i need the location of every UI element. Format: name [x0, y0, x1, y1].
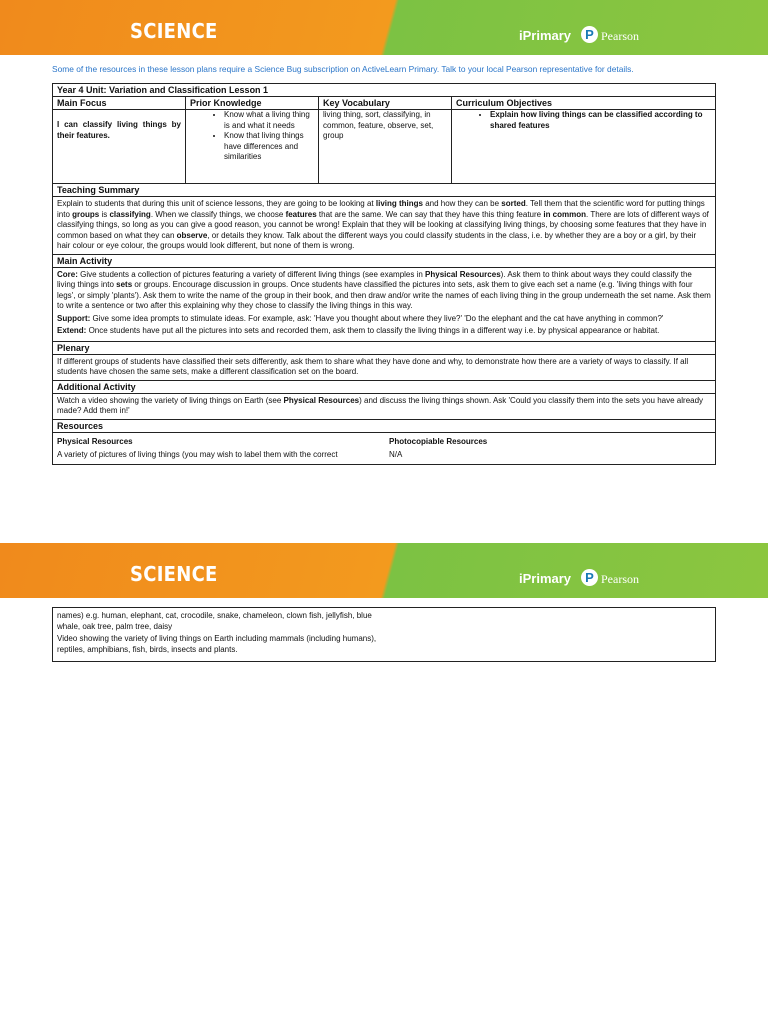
- pearson-logo-icon: P: [581, 26, 598, 43]
- text-run: . Tell them that the scientific word for putting things into: [57, 199, 705, 219]
- science-logo: SCIENCE: [130, 19, 218, 43]
- pearson-wordmark: Pearson: [601, 572, 639, 586]
- keyword: observe: [176, 230, 208, 240]
- science-logo: SCIENCE: [130, 562, 218, 586]
- text-run: that are the same. We can say that they have this thing feature: [316, 209, 544, 219]
- text-run: ). Ask them to think about ways they could classify the living things into: [57, 269, 692, 289]
- lesson-title: Year 4 Unit: Variation and Classification Lesson 1: [53, 84, 715, 97]
- keyword: in common: [543, 209, 587, 219]
- photocopiable-resources-label: Photocopiable Resources: [389, 436, 488, 446]
- physical-resources-continued: names) e.g. human, elephant, cat, crocodile, snake, chameleon, clown fish, jellyfish, blue whale, oak tree, palm tree, daisy: [57, 611, 372, 631]
- iprimary-logo: iPrimary: [519, 28, 572, 43]
- keyword: groups: [72, 209, 100, 219]
- lesson-overview-row: [53, 110, 715, 184]
- text-run: Once students have put all the pictures into sets and recorded them, ask them to classify the living things in a different way i.e. by physical appearance or habitat.: [86, 326, 660, 335]
- resources-cell: [53, 433, 715, 465]
- resources-continuation-table: [52, 607, 716, 662]
- key-vocabulary-header: Key Vocabulary: [319, 97, 452, 109]
- text-run: Explain to students that during this unit of science lessons, they are going to be looking at: [57, 199, 376, 208]
- prior-knowledge-list: [190, 110, 314, 163]
- text-run: ) and discuss the living things shown. Ask 'Could you classify them into the sets you have already made? Add them in!': [57, 395, 704, 415]
- text-run: . When we classify things, we choose: [150, 209, 286, 219]
- prior-knowledge-item: • Know that living things have differences and similarities: [224, 131, 314, 163]
- text-run: Give some idea prompts to stimulate ideas. For example, ask: 'Have you thought about where they live?' 'Do the elephant and the cat have anything in common?': [90, 313, 664, 323]
- core-label: Core:: [57, 269, 78, 279]
- main-activity-heading: Main Activity: [53, 255, 715, 268]
- lesson-plan-table: [52, 83, 716, 465]
- text-run: . There are lots of different ways of classifying things, so long as you can give a good reason, you cannot be wrong! Explain that they will be looking at classifying living things, by choosing some features that they have in common based on what they can: [57, 209, 709, 240]
- teaching-summary-heading: Teaching Summary: [53, 184, 715, 197]
- pearson-wordmark: Pearson: [601, 29, 639, 43]
- main-focus-header: Main Focus: [53, 97, 186, 109]
- text-run: Give students a collection of pictures featuring a variety of different living things (see examples in: [77, 269, 426, 279]
- prior-knowledge-header: Prior Knowledge: [186, 97, 319, 109]
- physical-resources-text: A variety of pictures of living things (you may wish to label them with the correct: [57, 449, 338, 459]
- keyword: sets: [116, 280, 133, 289]
- support-label: Support:: [57, 313, 91, 323]
- teaching-summary-text: [53, 197, 715, 255]
- subscription-note: Some of the resources in these lesson plans require a Science Bug subscription on ActiveLearn Primary. Talk to your local Pearson representative for details.: [52, 64, 634, 74]
- keyword: classifying: [109, 209, 151, 219]
- main-activity-text: [53, 268, 715, 342]
- text-run: and how they can be: [422, 199, 502, 208]
- keyword: sorted: [501, 199, 526, 208]
- resources-values: [53, 448, 715, 465]
- main-focus-text: I can classify living things by their features.: [53, 110, 186, 183]
- text-run: Watch a video showing the variety of living things on Earth (see: [57, 395, 284, 405]
- key-vocabulary-text: living thing, sort, classifying, in common, feature, observe, set, group: [319, 110, 452, 183]
- additional-activity-text: [53, 394, 715, 420]
- extend-paragraph: [57, 326, 711, 337]
- video-resource-text: Video showing the variety of living things on Earth including mammals (including humans), reptiles, amphibians, fish, birds, insects and plants.: [57, 634, 377, 654]
- pearson-logo-icon: P: [581, 569, 598, 586]
- resources-subheaders: [53, 433, 715, 448]
- physical-resources-label: Physical Resources: [57, 436, 133, 446]
- text-run: , or details they know. Talk about the different ways you could classify students in the class, i.e. by whether they are a boy or a girl, by their hair colour or eye colour, the groups would look different, but none of them is wrong.: [57, 230, 697, 250]
- column-headers: [53, 97, 715, 110]
- text-run: is: [99, 209, 110, 219]
- text-run: or groups. Encourage discussion in groups. Once students have classified the pictures into sets, ask them to give each set a name (e.g. 'living things with four legs', or simply 'plants'). Ask them to write the name of the group in their book, and then draw and/or write the names of each living thing in the group underneath the set name. Ask them to write a sentence or two after this explaining why they chose to classify the living things in this way.: [57, 280, 711, 310]
- curriculum-objectives-cell: [452, 110, 715, 183]
- keyword: Physical Resources: [283, 395, 360, 405]
- keyword: features: [285, 209, 317, 219]
- plenary-heading: Plenary: [53, 342, 715, 355]
- extend-label: Extend:: [57, 326, 87, 335]
- additional-activity-heading: Additional Activity: [53, 381, 715, 394]
- prior-knowledge-list-cell: [186, 110, 319, 183]
- curriculum-objectives-header: Curriculum Objectives: [456, 98, 553, 108]
- header-banner: [0, 0, 768, 55]
- core-paragraph: [57, 270, 711, 312]
- keyword: living things: [375, 199, 423, 208]
- iprimary-logo: iPrimary: [519, 571, 572, 586]
- support-paragraph: [57, 314, 711, 325]
- keyword: Physical Resources: [425, 269, 501, 279]
- header-banner-page-2: [0, 543, 768, 598]
- objective-item: • Explain how living things can be classified according to shared features: [490, 110, 711, 131]
- objectives-list: [456, 110, 711, 131]
- prior-knowledge-item: • Know what a living thing is and what it needs: [224, 110, 314, 131]
- resources-heading: Resources: [53, 420, 715, 433]
- resources-continuation-cell: [53, 608, 715, 661]
- plenary-text: If different groups of students have classified their sets differently, ask them to share what they have done and why, to demonstrate how there are a variety of ways to classify. If all students have chosen the same sets, make a different classification set on the board.: [53, 355, 715, 381]
- photocopiable-resources-text: N/A: [389, 449, 403, 459]
